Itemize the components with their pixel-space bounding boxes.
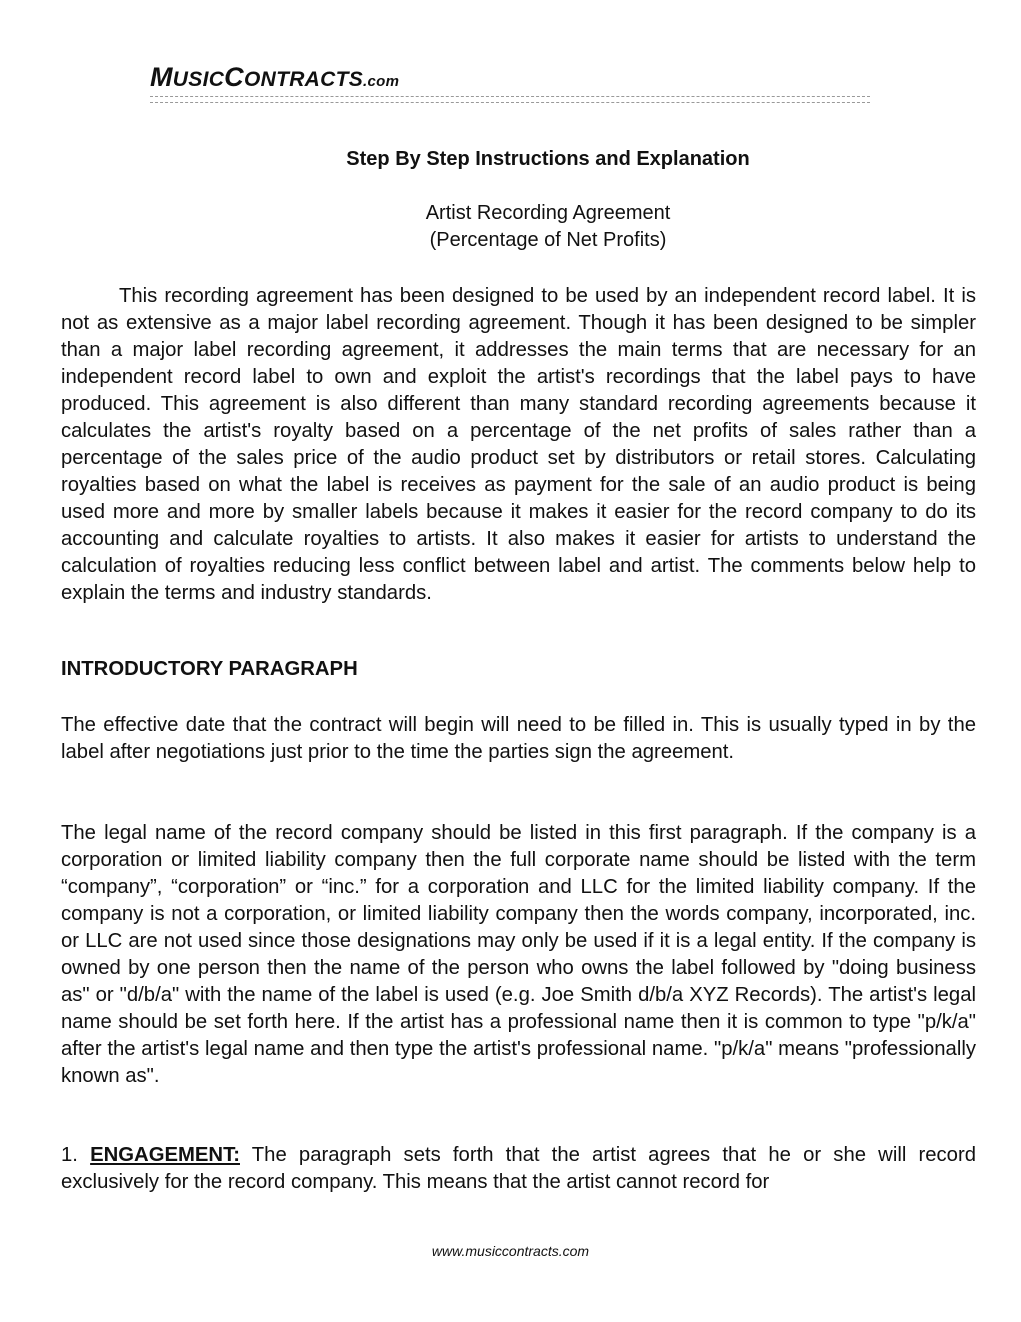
logo-letter-c: C xyxy=(224,62,244,92)
engagement-number: 1. xyxy=(61,1144,78,1166)
legal-name-paragraph: The legal name of the record company should be listed in this first paragraph. If the company is a corporation or limited liability company then the full corporate name should be listed with the term “company”, “corporation” or “inc.” for a corporation and LLC for the limited liability company. If the company is not a corporation, or limited liability company then the words company, incorporated, inc. or LLC are not used since those designations may only be used if it is a legal entity. If the company is owned by one person then the name of the person who owns the label followed by "doing business as" or "d/b/a" with the name of the label is used (e.g. Joe Smith d/b/a XYZ Records). The artist's legal name should be set forth here. If the artist has a professional name then it is common to type "p/k/a" after the artist's legal name and then type the artist's professional name. "p/k/a" means "professionally known as". xyxy=(61,822,976,1087)
header-divider xyxy=(150,96,870,103)
logo-text-usic: USIC xyxy=(172,68,225,91)
document-subtitle-line1: Artist Recording Agreement xyxy=(425,202,671,224)
document-title: Step By Step Instructions and Explanation xyxy=(346,148,750,170)
footer-url: www.musiccontracts.com xyxy=(431,1243,590,1259)
logo-letter-m: M xyxy=(150,62,173,92)
engagement-label: ENGAGEMENT: xyxy=(90,1144,240,1166)
engagement-paragraph xyxy=(61,1142,976,1196)
section-heading-introductory: INTRODUCTORY PARAGRAPH xyxy=(61,658,358,680)
logo-text-dotcom: .com xyxy=(363,73,400,90)
engagement-text: The paragraph sets forth that the artist agrees that he or she will record exclusively for the record company. This means that the artist cannot record for xyxy=(61,1144,976,1193)
logo-text-ontracts: ONTRACTS xyxy=(243,68,364,91)
intro-paragraph: This recording agreement has been designed to be used by an independent record label. It is not as extensive as a major label recording agreement. Though it has been designed to be simpler than a major label recording agreement, it addresses the main terms that are necessary for an independent record label to own and exploit the artist's recordings that the label pays to have produced. This agreement is also different than many standard recording agreements because it calculates the artist's royalty based on a percentage of the net profits of sales rather than a percentage of the sales price of the audio product set by distributors or retail stores. Calculating royalties based on what the label is receives as payment for the sale of an audio product is being used more and more by smaller labels because it makes it easier for the record company to do its accounting and calculate royalties to artists. It also makes it easier for artists to understand the calculation of royalties reducing less conflict between label and artist. The comments below help to explain the terms and industry standards. xyxy=(61,285,976,604)
site-logo xyxy=(150,62,399,93)
effective-date-paragraph: The effective date that the contract will begin will need to be filled in. This is usually typed in by the label after negotiations just prior to the time the parties sign the agreement. xyxy=(61,714,976,763)
document-subtitle-line2: (Percentage of Net Profits) xyxy=(429,229,667,251)
